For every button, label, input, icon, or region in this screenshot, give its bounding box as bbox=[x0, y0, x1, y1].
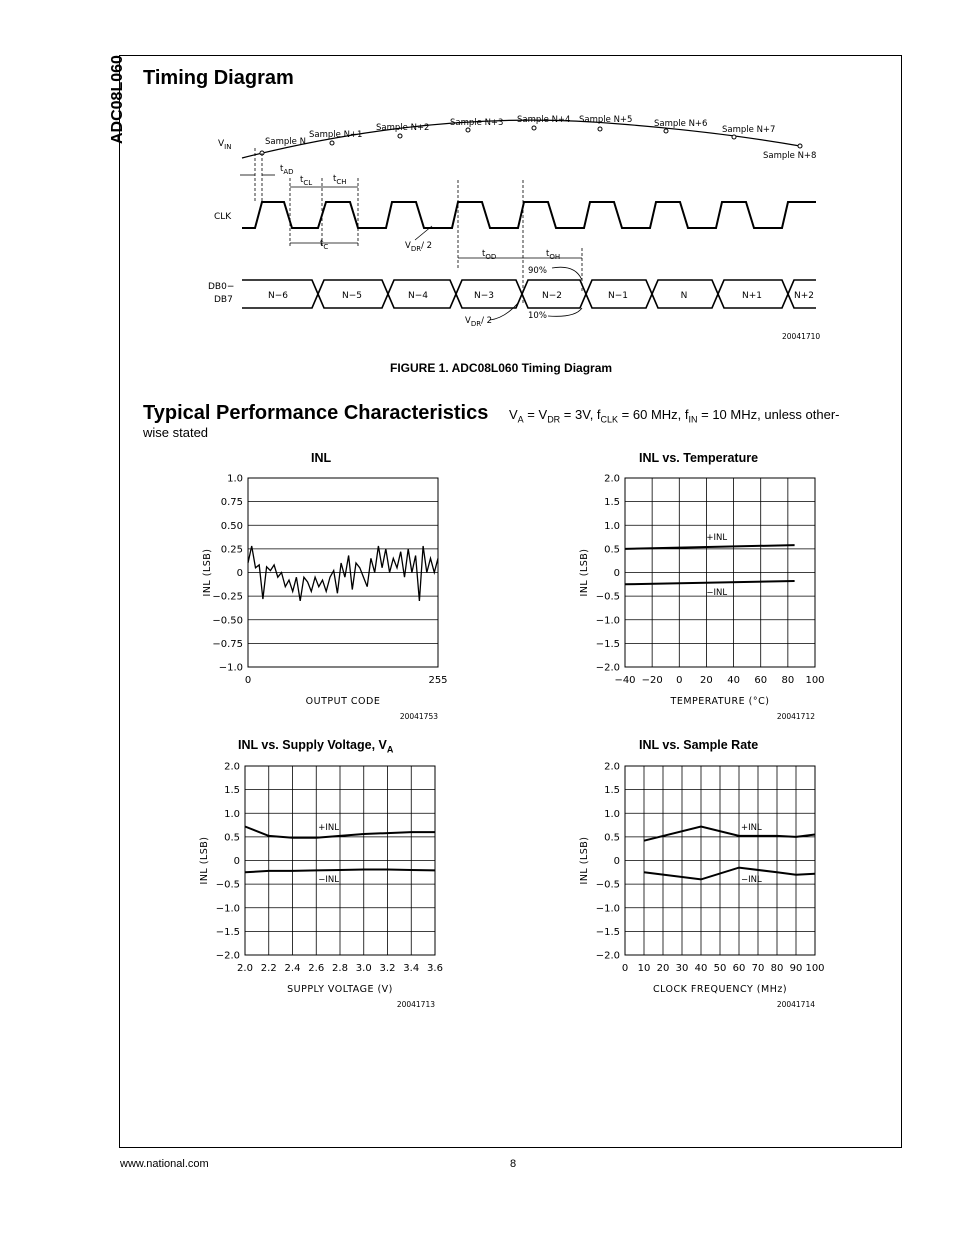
svg-text:N−1: N−1 bbox=[608, 291, 628, 301]
sample-label: Sample N+7 bbox=[722, 125, 776, 135]
series-label: −INL bbox=[318, 874, 339, 885]
x-tick-label: 30 bbox=[675, 963, 689, 974]
series-label: −INL bbox=[706, 588, 728, 599]
figure-caption: FIGURE 1. ADC08L060 Timing Diagram bbox=[390, 361, 613, 375]
y-axis-label: INL (LSB) bbox=[579, 548, 590, 597]
y-axis-label: INL (LSB) bbox=[579, 836, 590, 885]
svg-text:tCH: $t_{CH}$ bbox=[333, 174, 347, 186]
x-tick-label: 0 bbox=[621, 963, 629, 974]
y-tick-label: −1.0 bbox=[595, 903, 620, 915]
sample-label: Sample N+6 bbox=[654, 119, 708, 129]
y-tick-label: −1.5 bbox=[215, 926, 240, 938]
y-tick-label: −1.0 bbox=[218, 662, 243, 674]
svg-text:N+1: N+1 bbox=[742, 291, 762, 301]
figure-id: 20041712 bbox=[776, 712, 815, 721]
x-tick-label: 40 bbox=[694, 963, 708, 974]
svg-text:N: N bbox=[680, 291, 688, 301]
clk-waveform bbox=[242, 202, 816, 228]
footer-page-number: 8 bbox=[510, 1158, 517, 1170]
x-tick-label: 10 bbox=[637, 963, 651, 974]
x-axis-label: CLOCK FREQUENCY (MHz) bbox=[652, 984, 788, 995]
svg-text:tOH: $t_{OH}$ bbox=[546, 249, 561, 261]
x-tick-label: −20 bbox=[641, 675, 663, 686]
y-tick-label: −2.0 bbox=[215, 950, 240, 962]
y-axis-label: INL (LSB) bbox=[202, 548, 213, 597]
y-tick-label: 2.0 bbox=[604, 473, 620, 485]
x-tick-label: 100 bbox=[805, 963, 825, 974]
y-tick-label: 0 bbox=[233, 856, 240, 867]
sample-label: Sample N+1 bbox=[309, 130, 363, 140]
x-axis-label: SUPPLY VOLTAGE (V) bbox=[287, 984, 393, 995]
svg-text:N−6: N−6 bbox=[268, 291, 288, 301]
y-tick-label: −1.5 bbox=[595, 926, 620, 938]
x-tick-label: 255 bbox=[428, 675, 448, 686]
y-tick-label: −0.5 bbox=[595, 879, 620, 891]
sample-label: Sample N+2 bbox=[376, 123, 430, 133]
timing-diagram-title: Timing Diagram bbox=[143, 67, 294, 89]
y-tick-label: 0 bbox=[236, 568, 243, 579]
y-axis-label: INL (LSB) bbox=[199, 836, 210, 885]
x-tick-label: 3.0 bbox=[355, 963, 372, 974]
figure-id: 20041713 bbox=[396, 1000, 435, 1009]
x-tick-label: 50 bbox=[713, 963, 727, 974]
vin-label: $V_{IN}$ bbox=[218, 139, 232, 151]
y-tick-label: 0.75 bbox=[220, 497, 243, 509]
sample-label: Sample N bbox=[265, 137, 306, 147]
y-tick-label: 1.0 bbox=[604, 808, 620, 820]
perf-title: Typical Performance Characteristics bbox=[143, 402, 489, 424]
chart-inl-supply-voltage bbox=[190, 756, 460, 1011]
timing-diagram bbox=[200, 108, 840, 348]
svg-text:N−2: N−2 bbox=[542, 291, 562, 301]
x-tick-label: 2.2 bbox=[260, 963, 277, 974]
x-tick-label: 20 bbox=[700, 675, 713, 686]
y-tick-label: −2.0 bbox=[595, 662, 620, 674]
figure-id: 20041753 bbox=[399, 712, 438, 721]
x-tick-label: 3.6 bbox=[427, 963, 443, 974]
y-tick-label: 0 bbox=[613, 568, 620, 579]
x-tick-label: 90 bbox=[789, 963, 803, 974]
db-label-1: DB0− bbox=[208, 282, 235, 292]
series-label: +INL bbox=[706, 532, 728, 543]
data-words bbox=[268, 291, 814, 301]
series-label: +INL bbox=[741, 822, 762, 833]
y-tick-label: 1.0 bbox=[604, 520, 620, 532]
svg-text:tCL: $t_{CL}$ bbox=[300, 175, 313, 187]
clk-label: CLK bbox=[214, 212, 232, 222]
series-label: +INL bbox=[318, 822, 339, 833]
x-tick-label: 2.8 bbox=[332, 963, 348, 974]
y-tick-label: −1.0 bbox=[215, 903, 240, 915]
x-tick-label: 80 bbox=[770, 963, 784, 974]
x-tick-label: 0 bbox=[676, 675, 683, 686]
x-tick-label: 60 bbox=[732, 963, 746, 974]
x-tick-label: −40 bbox=[614, 675, 636, 686]
y-tick-label: 0.5 bbox=[224, 832, 240, 844]
figure-id: 20041714 bbox=[776, 1000, 815, 1009]
sample-label: Sample N+4 bbox=[517, 115, 571, 125]
y-tick-label: −1.5 bbox=[595, 638, 620, 650]
chart-title-inl-supply: INL vs. Supply Voltage, $V_A$ bbox=[238, 738, 394, 755]
y-tick-label: −2.0 bbox=[595, 950, 620, 962]
y-tick-label: 1.5 bbox=[604, 497, 620, 509]
series-line bbox=[644, 827, 815, 841]
chart-inl-sample-rate bbox=[575, 756, 835, 1011]
svg-text:VDR/ 2: $V_{DR}/$ 2 bbox=[465, 316, 493, 328]
sample-label: Sample N+8 bbox=[763, 151, 817, 161]
x-tick-label: 20 bbox=[656, 963, 670, 974]
figure-id: 20041710 bbox=[782, 332, 821, 341]
series-line bbox=[625, 581, 795, 584]
series-line bbox=[644, 868, 815, 880]
x-tick-label: 100 bbox=[805, 675, 825, 686]
svg-text:N−3: N−3 bbox=[474, 291, 494, 301]
svg-text:N−5: N−5 bbox=[342, 291, 362, 301]
y-tick-label: 1.0 bbox=[227, 473, 243, 485]
y-tick-label: 2.0 bbox=[604, 761, 620, 773]
x-tick-label: 60 bbox=[754, 675, 768, 686]
y-tick-label: 1.5 bbox=[224, 785, 240, 797]
svg-text:10%: 10% bbox=[528, 311, 547, 321]
x-tick-label: 0 bbox=[244, 675, 252, 686]
x-tick-label: 80 bbox=[781, 675, 795, 686]
x-axis-label: OUTPUT CODE bbox=[305, 696, 381, 707]
x-axis-label: TEMPERATURE (°C) bbox=[670, 696, 770, 707]
y-tick-label: 1.0 bbox=[224, 808, 240, 820]
x-tick-label: 70 bbox=[751, 963, 765, 974]
series-line bbox=[625, 545, 795, 549]
svg-text:90%: 90% bbox=[528, 266, 547, 276]
y-tick-label: −0.75 bbox=[212, 638, 243, 650]
svg-text:N+2: N+2 bbox=[794, 291, 814, 301]
series-label: −INL bbox=[741, 874, 762, 885]
db-label-2: DB7 bbox=[214, 295, 233, 305]
side-part-number: ADC08L060 bbox=[109, 55, 126, 144]
chart-title-inl: INL bbox=[311, 451, 332, 465]
series-line bbox=[248, 546, 438, 601]
y-tick-label: −0.50 bbox=[212, 615, 243, 627]
x-tick-label: 3.4 bbox=[403, 963, 420, 974]
y-tick-label: 0.5 bbox=[604, 832, 620, 844]
x-tick-label: 40 bbox=[727, 675, 740, 686]
y-tick-label: −1.0 bbox=[595, 615, 620, 627]
x-tick-label: 2.0 bbox=[237, 963, 253, 974]
data-bus bbox=[242, 280, 816, 308]
chart-inl-temperature bbox=[575, 468, 835, 723]
footer-url[interactable]: www.national.com bbox=[120, 1158, 209, 1170]
svg-text:VDR/ 2: $V_{DR}/$ 2 bbox=[405, 241, 433, 253]
x-tick-label: 2.6 bbox=[308, 963, 325, 974]
y-tick-label: 2.0 bbox=[224, 761, 240, 773]
chart-title-inl-rate: INL vs. Sample Rate bbox=[639, 738, 759, 752]
y-tick-label: 0 bbox=[613, 856, 620, 867]
sample-label: Sample N+5 bbox=[579, 115, 633, 125]
chart-title-inl-temp: INL vs. Temperature bbox=[639, 451, 759, 465]
perf-conditions-line2: wise stated bbox=[143, 425, 209, 440]
y-tick-label: −0.5 bbox=[215, 879, 240, 891]
y-tick-label: 0.5 bbox=[604, 544, 620, 556]
y-tick-label: −0.25 bbox=[212, 591, 243, 603]
x-tick-label: 2.4 bbox=[284, 963, 301, 974]
chart-inl bbox=[190, 468, 460, 723]
y-tick-label: −0.5 bbox=[595, 591, 620, 603]
perf-conditions: $V_A = V_{DR} = 3V$, $f_{CLK} = 60$ MHz, $f_{IN} = 10$ MHz, unless other- bbox=[509, 407, 840, 425]
y-tick-label: 0.50 bbox=[220, 520, 243, 532]
svg-text:tAD: $t_{AD}$ bbox=[280, 164, 294, 176]
svg-text:tOD: $t_{OD}$ bbox=[482, 249, 497, 261]
svg-text:N−4: N−4 bbox=[408, 291, 428, 301]
svg-text:tC: $t_C$ bbox=[320, 239, 329, 251]
y-tick-label: 1.5 bbox=[604, 785, 620, 797]
x-tick-label: 3.2 bbox=[379, 963, 396, 974]
y-tick-label: 0.25 bbox=[220, 544, 243, 556]
sample-label: Sample N+3 bbox=[450, 118, 504, 128]
